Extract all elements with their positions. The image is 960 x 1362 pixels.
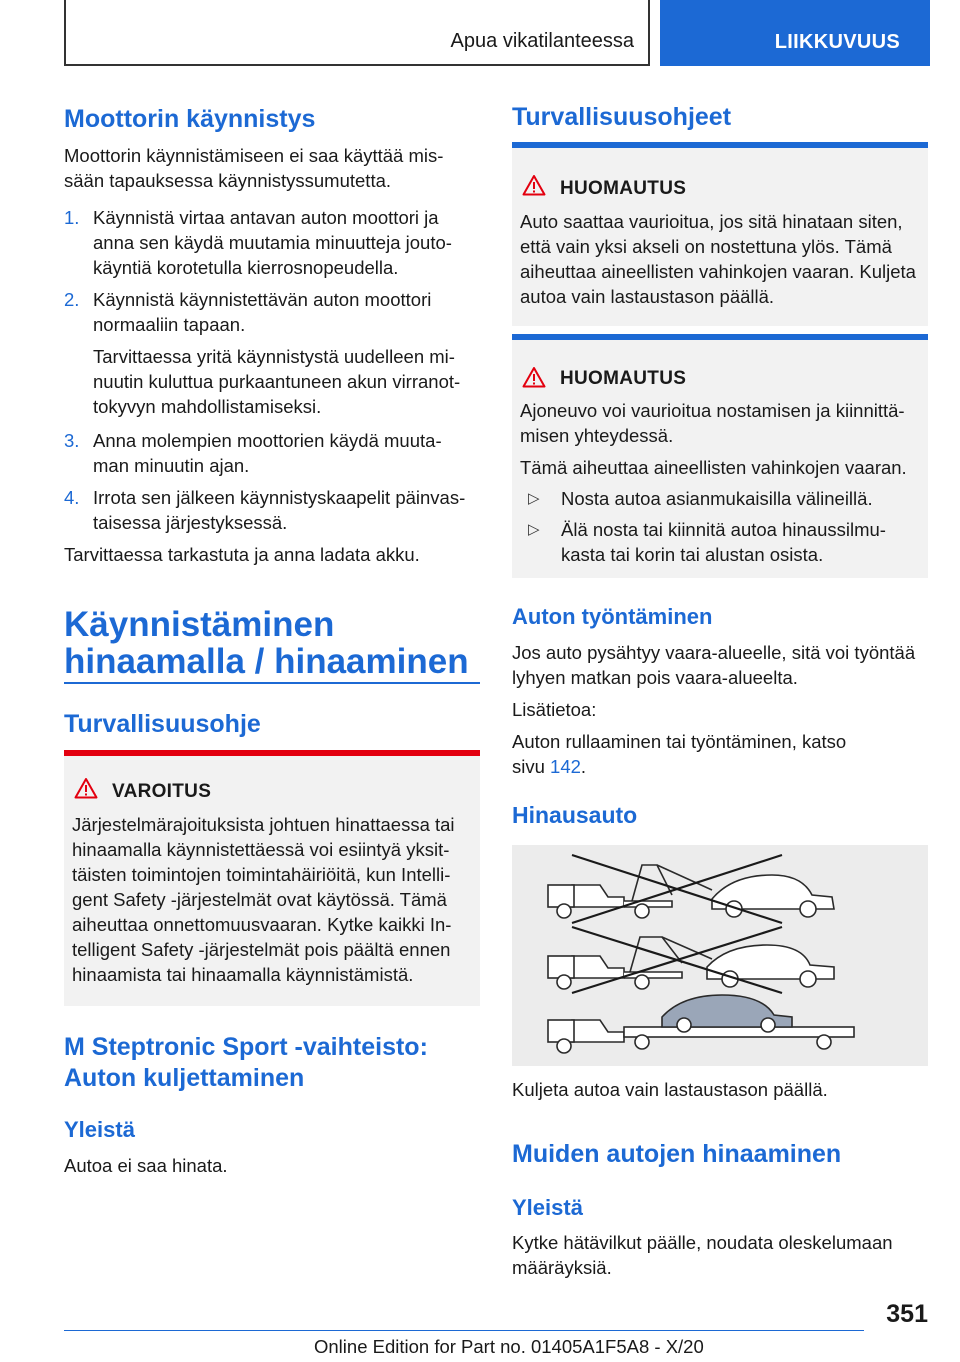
notice-text: Tämä aiheuttaa aineellisten vahinkojen vaaran. — [520, 457, 907, 478]
bullet-triangle-icon: ▷ — [528, 490, 540, 507]
step-number: 1. — [64, 207, 80, 228]
chapter-title: LIIKKUVUUS — [774, 31, 900, 53]
bullet-triangle-icon: ▷ — [528, 521, 540, 538]
heading-rule — [64, 682, 480, 684]
towing-heading: Käynnistäminen hinaamalla / hinaaminen — [64, 605, 469, 681]
notice-box: HUOMAUTUS Ajoneuvo voi vaurioitua nostamisen ja kiinnittä- misen yhteydessä. Tämä aiheuttaa aineellisten vahinkojen vaaran. ▷ Nosta autoa asianmukaisilla välineillä. ▷ Älä nosta tai kiinnitä autoa hinaussilmu- kasta tai korin tai alustan osista. — [512, 334, 928, 578]
step-number: 2. — [64, 289, 80, 310]
engine-start-outro: Tarvittaessa tarkastuta ja anna ladata akku. — [64, 544, 420, 565]
general-heading: Yleistä — [512, 1195, 583, 1220]
notice-text: Auto saattaa vaurioitua, jos sitä hinataan siten, että vain yksi akseli on nostettuna ylös. Tämä aiheuttaa aineellisten vahinkojen vaaran. Kuljeta autoa vain lastaustason päällä. — [520, 211, 916, 307]
push-text: Jos auto pysähtyy vaara-alueelle, sitä voi työntää lyhyen matkan pois vaara-alueelta. — [512, 642, 916, 688]
page-reference-link[interactable]: 142 — [550, 756, 581, 777]
step-text: Anna molempien moottorien käydä muuta- man minuutin ajan. — [93, 430, 442, 476]
general-text: Kytke hätävilkut päälle, noudata oleskelumaan määräyksiä. — [512, 1232, 893, 1278]
notice-label: HUOMAUTUS — [560, 178, 687, 199]
reference-text: Auton rullaaminen tai työntäminen, katso sivu 142. — [512, 731, 847, 777]
safety-heading: Turvallisuusohje — [64, 710, 261, 738]
step-text: Käynnistä virtaa antavan auton moottori ja anna sen käydä muutamia minuutteja jouto- käyntiä korotetulla kierrosnopeudella. — [93, 207, 452, 278]
footer-rule — [64, 1330, 864, 1331]
warning-triangle-icon — [522, 366, 546, 388]
tow-truck-row-1 — [548, 865, 834, 918]
warning-text: Järjestelmärajoituksista johtuen hinattaessa tai hinaamalla käynnistettäessä voi esiintyä yksit- täisten toimintojen toimintahäiriöitä, kun Intelli- gent Safety -järjestelmät ovat käytössä. Tämä aiheuttaa onnettomuusvaaran. Kytke kaikki In- telligent Safety -järjestelmät pois päältä ennen hinaamista tai hinaamalla käynnistämistä. — [72, 814, 455, 985]
notice-box — [512, 142, 928, 326]
step-text: Tarvittaessa yritä käynnistystä uudelleen mi- nuutin kuluttua purkaantuneen akun virranot- tokyvyn mahdollistamiseksi. — [93, 346, 461, 417]
steptronic-heading: M Steptronic Sport -vaihteisto: Auton kuljettaminen — [64, 1033, 428, 1092]
engine-start-heading: Moottorin käynnistys — [64, 105, 316, 133]
notice-label: HUOMAUTUS — [560, 368, 687, 389]
tow-vehicle-heading: Hinausauto — [512, 802, 638, 828]
warning-label: VAROITUS — [112, 781, 212, 802]
other-towing-heading: Muiden autojen hinaaminen — [512, 1140, 842, 1168]
tow-truck-figure — [512, 845, 928, 1066]
warning-box — [64, 750, 480, 1006]
step-number: 3. — [64, 430, 80, 451]
footer-edition: Online Edition for Part no. 01405A1F5A8 - X/20 — [314, 1336, 704, 1357]
towing-illustration — [512, 845, 928, 1066]
section-tab — [64, 0, 650, 66]
page-header — [64, 0, 930, 66]
figure-caption: Kuljeta autoa vain lastaustason päällä. — [512, 1079, 828, 1100]
step-number: 4. — [64, 487, 80, 508]
page-number: 351 — [886, 1300, 928, 1328]
section-title: Apua vikatilanteessa — [450, 30, 634, 52]
general-text: Autoa ei saa hinata. — [64, 1155, 228, 1176]
more-info-label: Lisätietoa: — [512, 699, 597, 720]
tow-truck-row-2 — [548, 937, 834, 989]
step-text: Irrota sen jälkeen käynnistyskaapelit päinvas- taisessa järjestyksessä. — [93, 487, 466, 533]
step-text: Käynnistä käynnistettävän auton moottori normaaliin tapaan. — [93, 289, 432, 335]
warning-triangle-icon — [74, 777, 98, 799]
safety-instructions-heading: Turvallisuusohjeet — [512, 103, 732, 131]
general-heading: Yleistä — [64, 1117, 135, 1142]
chapter-tab — [660, 0, 930, 66]
engine-start-intro: Moottorin käynnistämiseen ei saa käyttää mis- sään tapauksessa käynnistyssumutetta. — [64, 145, 444, 191]
warning-triangle-icon — [522, 174, 546, 196]
push-heading: Auton työntäminen — [512, 604, 713, 629]
flatbed-truck-row-3 — [548, 995, 854, 1053]
notice-text: Ajoneuvo voi vaurioitua nostamisen ja kiinnittä- misen yhteydessä. — [520, 400, 905, 446]
